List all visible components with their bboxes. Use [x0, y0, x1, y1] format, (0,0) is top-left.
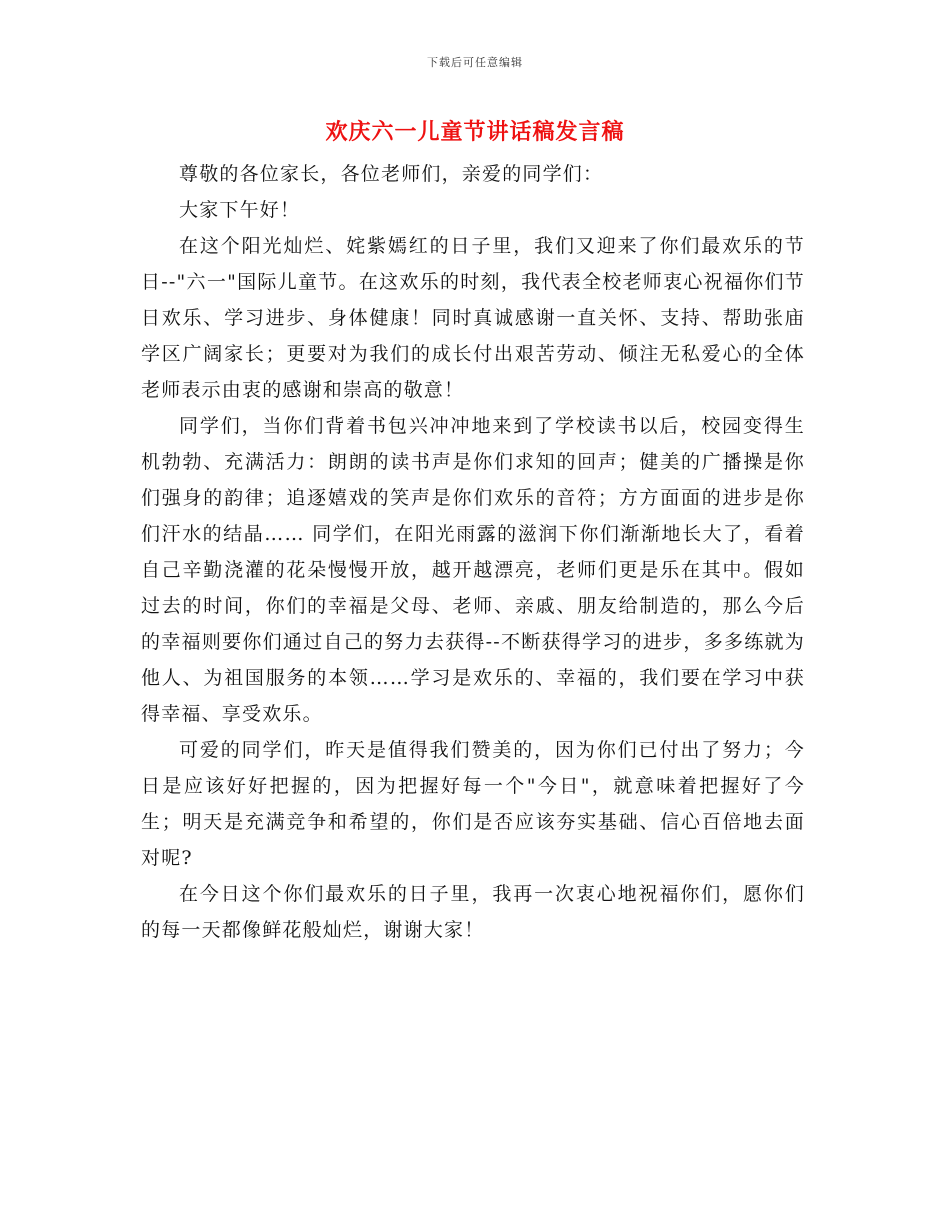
document-body	[141, 156, 805, 948]
paragraph-greeting: 大家下午好！	[179, 199, 301, 221]
paragraph-salutation: 尊敬的各位家长，各位老师们，亲爱的同学们：	[179, 163, 604, 185]
paragraph-school-life: 同学们，当你们背着书包兴冲冲地来到了学校读书以后，校园变得生机勃勃、充满活力：朗朗的读书声是你们求知的回声；健美的广播操是你们强身的韵律；追逐嬉戏的笑声是你们欢乐的音符；方方面面的进步是你们汗水的结晶…… 同学们，在阳光雨露的滋润下你们渐渐地长大了，看着自己辛勤浇灌的花朵慢慢开放，越开越漂亮，老师们更是乐在其中。假如过去的时间，你们的幸福是父母、老师、亲戚、朋友给制造的，那么今后的幸福则要你们通过自己的努力去获得--不断获得学习的进步，多多练就为他人、为祖国服务的本领……学习是欢乐的、幸福的，我们要在学习中获得幸福、享受欢乐。	[141, 415, 805, 725]
document-title: 欢庆六一儿童节讲话稿发言稿	[325, 119, 625, 145]
paragraph-yesterday-today-tomorrow: 可爱的同学们，昨天是值得我们赞美的，因为你们已付出了努力；今日是应该好好把握的，因为把握好每一个"今日"，就意味着把握好了今生；明天是充满竞争和希望的，你们是否应该夯实基础、信心百倍地去面对呢?	[141, 739, 805, 869]
header-note: 下载后可任意编辑	[427, 56, 523, 69]
paragraph-opening: 在这个阳光灿烂、姹紫嫣红的日子里，我们又迎来了你们最欢乐的节日--"六一"国际儿童节。在这欢乐的时刻，我代表全校老师衷心祝福你们节日欢乐、学习进步、身体健康！同时真诚感谢一直关怀、支持、帮助张庙学区广阔家长；更要对为我们的成长付出艰苦劳动、倾注无私爱心的全体老师表示由衷的感谢和崇高的敬意！	[141, 235, 805, 401]
paragraph-closing: 在今日这个你们最欢乐的日子里，我再一次衷心地祝福你们，愿你们的每一天都像鲜花般灿烂，谢谢大家！	[141, 883, 805, 941]
